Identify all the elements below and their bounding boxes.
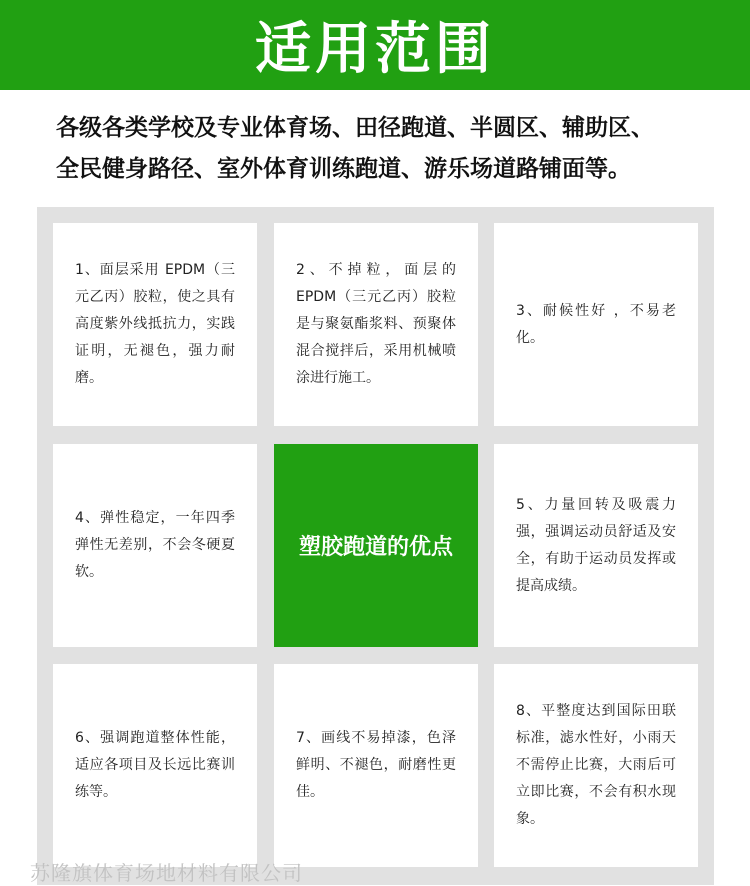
scope-line-1: 各级各类学校及专业体育场、田径跑道、半圆区、辅助区、 xyxy=(56,115,654,141)
advantage-card-2 xyxy=(274,223,478,426)
advantage-text-2: 2、不掉粒，面层的EPDM（三元乙丙）胶粒是与聚氨酯浆料、预聚体混合搅拌后，采用机械喷涂进行施工。 xyxy=(296,262,456,386)
advantage-card-4 xyxy=(53,444,257,647)
advantage-card-1 xyxy=(53,223,257,426)
company-watermark: 苏隆旗体育场地材料有限公司 xyxy=(30,861,303,885)
advantage-card-6 xyxy=(53,664,257,867)
advantage-text-7: 7、画线不易掉漆，色泽鲜明、不褪色，耐磨性更佳。 xyxy=(296,730,456,800)
advantage-text-6: 6、强调跑道整体性能，适应各项目及长远比赛训练等。 xyxy=(75,730,235,800)
advantages-panel xyxy=(37,207,714,885)
advantage-text-8: 8、平整度达到国际田联标准，滤水性好，小雨天不需停止比赛，大雨后可立即比赛，不会有积水现象。 xyxy=(516,703,676,827)
advantage-card-8 xyxy=(494,664,698,867)
banner-title: 适用范围 xyxy=(255,17,495,82)
advantage-card-7 xyxy=(274,664,478,867)
header-banner xyxy=(0,0,750,90)
advantage-text-1: 1、面层采用 EPDM（三元乙丙）胶粒，使之具有高度紫外线抵抗力，实践证明，无褪色，强力耐磨。 xyxy=(75,262,235,386)
advantage-card-3 xyxy=(494,223,698,426)
advantage-card-5 xyxy=(494,444,698,647)
advantage-text-4: 4、弹性稳定，一年四季弹性无差别，不会冬硬夏软。 xyxy=(75,510,235,580)
advantage-text-3: 3、耐候性好 ，不易老化。 xyxy=(516,302,676,346)
advantages-title: 塑胶跑道的优点 xyxy=(298,535,453,560)
scope-line-2: 全民健身路径、室外体育训练跑道、游乐场道路铺面等。 xyxy=(56,156,631,182)
advantages-center-card xyxy=(274,444,478,647)
scope-text xyxy=(56,108,716,190)
advantage-text-5: 5、力量回转及吸震力强，强调运动员舒适及安全，有助于运动员发挥或提高成绩。 xyxy=(516,496,676,594)
